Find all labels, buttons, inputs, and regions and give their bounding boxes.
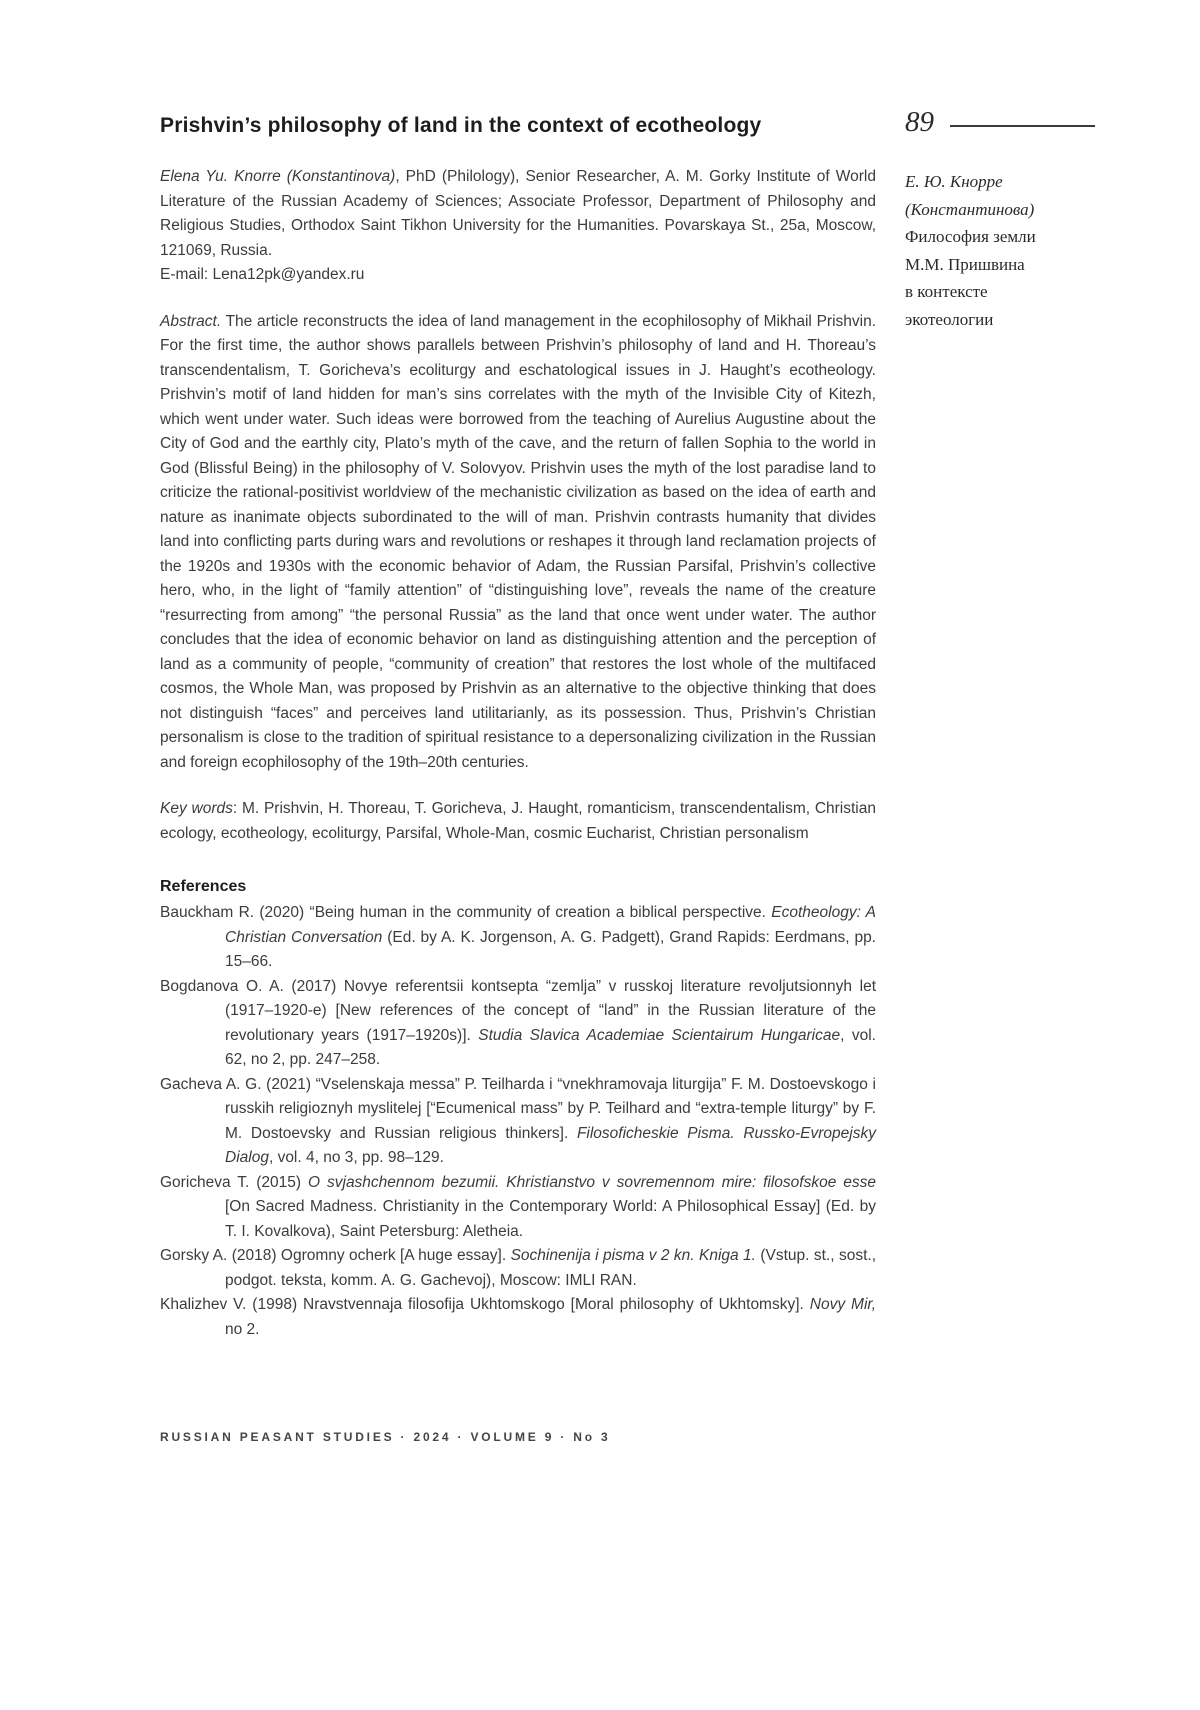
margin-title-line: (Константинова) — [905, 199, 1035, 219]
reference-entry — [160, 1073, 876, 1171]
margin-title-line: экотеологии — [905, 309, 994, 329]
text-segment: Studia Slavica Academiae Scientairum Hungaricae — [478, 1026, 841, 1044]
author-info — [160, 165, 876, 263]
text-segment: O svjashchennom bezumii. Khristianstvo v sovremennom mire: filosofskoe esse — [308, 1173, 876, 1191]
margin-title-line: Философия земли — [905, 227, 1036, 246]
text-segment: no 2. — [225, 1320, 260, 1338]
text-segment: Khalizhev V. (1998) Nravstvennaja filosofija Ukhtomskogo [Moral philosophy of Ukhtomsky]. — [160, 1296, 810, 1313]
text-segment: Gorsky A. (2018) Ogromny ocherk [A huge essay]. — [160, 1247, 511, 1264]
article-body — [160, 112, 876, 1342]
page-number: 89 — [905, 106, 934, 138]
text-segment: Bogdanova O. A. (2017) Novye referentsii kontsepta “zemlja” v russkoj literature revoljutsionnyh let (1917–1920-e) [New references of the concept of “land” in the Russian literature of the revolutionary years (1917–1920s)]. — [160, 977, 876, 1044]
reference-entry — [160, 1244, 876, 1293]
journal-footer: RUSSIAN PEASANT STUDIES · 2024 · VOLUME 9 · No 3 — [160, 1430, 611, 1444]
reference-entry — [160, 901, 876, 975]
text-segment: Sochinenija i pisma v 2 kn. Kniga 1. — [510, 1247, 756, 1264]
text-segment: (Ed. by A. K. Jorgenson, A. G. Padgett), Grand Rapids: Eerdmans, pp. 15–66. — [225, 928, 876, 970]
text-segment: , PhD (Philology), Senior Researcher, A. M. Gorky Institute of World Literature of the Russian Academy of Sciences; Associate Professor, Department of Philosophy and Religious Studies, Orthodox Saint Tikhon University for the Humanities. Povarskaya St., 25a, Moscow, 121069, Russia. — [160, 168, 876, 259]
text-segment: (Vstup. st., sost., podgot. teksta, komm. A. G. Gachevoj), Moscow: IMLI RAN. — [225, 1247, 876, 1289]
text-segment: , vol. 62, no 2, pp. 247–258. — [225, 1026, 876, 1068]
text-segment: Filosoficheskie Pisma. Russko-Evropejsky Dialog — [225, 1124, 876, 1166]
references-heading: References — [160, 878, 247, 895]
page-header — [905, 106, 1095, 138]
text-segment: Key words — [160, 800, 233, 817]
margin-column — [905, 106, 1095, 333]
reference-entry — [160, 1171, 876, 1245]
references-list — [160, 901, 876, 1342]
text-segment: The article reconstructs the idea of land management in the ecophilosophy of Mikhail Prishvin. For the first time, the author shows parallels between Prishvin’s philosophy of land and H. Thoreau’s transcendentalism, T. Goricheva’s ecoliturgy and eschatological issues in J. Haught’s ecotheology. Prishvin’s motif of land hidden for man’s sins correlates with the myth of the Invisible City of Kitezh, which went under water. Such ideas were borrowed from the teaching of Aurelius Augustine about the City of God and the earthly city, Plato’s myth of the cave, and the return of fallen Sophia to the world in God (Blissful Being) in the philosophy of V. Solovyov. Prishvin uses the myth of the lost paradise land to criticize the rational-positivist worldview of the mechanistic civilization as based on the idea of earth and nature as inanimate objects subordinated to the will of man. Prishvin contrasts humanity that divides land into conflicting parts during wars and revolutions or reshapes it through land reclamation projects of the 1920s and 1930s with the economic behavior of Adam, the Russian Parsifal, Prishvin’s collective hero, who, in the light of “family attention” of “distinguishing love”, reveals the name of the creature “resurrecting from among” “the personal Russia” as the land that once went under water. The author concludes that the idea of economic behavior on land as distinguishing attention and the perception of land as a community of people, “community of creation” that restores the lost whole of the multifaced cosmos, the Whole Man, was proposed by Prishvin as an alternative to the objective thinking that does not distinguish “faces” and perceives land utilitarianly, as its possession. Thus, Prishvin’s Christian personalism is close to the tradition of spiritual resistance to a depersonalizing civilization in the Russian and foreign ecophilosophy of the 19th–20th centuries. — [160, 312, 876, 771]
margin-article-title — [905, 168, 1095, 333]
article-title: Prishvin’s philosophy of land in the context of ecotheology — [160, 114, 762, 137]
text-segment: Goricheva T. (2015) — [160, 1173, 309, 1191]
keywords-paragraph — [160, 797, 876, 846]
text-segment: Bauckham R. (2020) “Being human in the community of creation a biblical perspective. — [160, 904, 772, 921]
margin-title-line: Е. Ю. Кнорре — [905, 172, 1003, 191]
reference-entry — [160, 975, 876, 1073]
abstract-paragraph — [160, 310, 876, 776]
margin-title-line: М.М. Пришвина — [905, 254, 1025, 274]
header-rule — [950, 125, 1095, 127]
text-segment: [On Sacred Madness. Christianity in the Contemporary World: A Philosophical Essay] (Ed. by T. I. Kovalkova), Saint Petersburg: Aletheia. — [225, 1198, 876, 1240]
text-segment: , vol. 4, no 3, pp. 98–129. — [268, 1149, 444, 1166]
text-segment: : M. Prishvin, H. Thoreau, T. Goricheva, J. Haught, romanticism, transcendentalism, Christian ecology, ecotheology, ecoliturgy, Parsifal, Whole-Man, cosmic Eucharist, Christian personalism — [160, 800, 876, 842]
author-email-line: E-mail: Lena12pk@yandex.ru — [160, 266, 365, 283]
text-segment: Ecotheology: A Christian Conversation — [225, 904, 876, 946]
text-segment: Gacheva A. G. (2021) “Vselenskaja messa” P. Teilharda i “vnekhramovaja liturgija” F. M. Dostoevskogo i russkih religioznyh myslitelej [“Ecumenical mass” by P. Teilhard and “extra-temple liturgy” by F. M. Dostoevsky and Russian religious thinkers]. — [160, 1075, 876, 1142]
reference-entry — [160, 1293, 876, 1342]
text-segment: Abstract. — [160, 312, 222, 330]
text-segment: Elena Yu. Knorre (Konstantinova) — [160, 168, 396, 185]
margin-title-line: в контексте — [905, 282, 988, 301]
text-segment: Novy Mir, — [809, 1296, 876, 1313]
